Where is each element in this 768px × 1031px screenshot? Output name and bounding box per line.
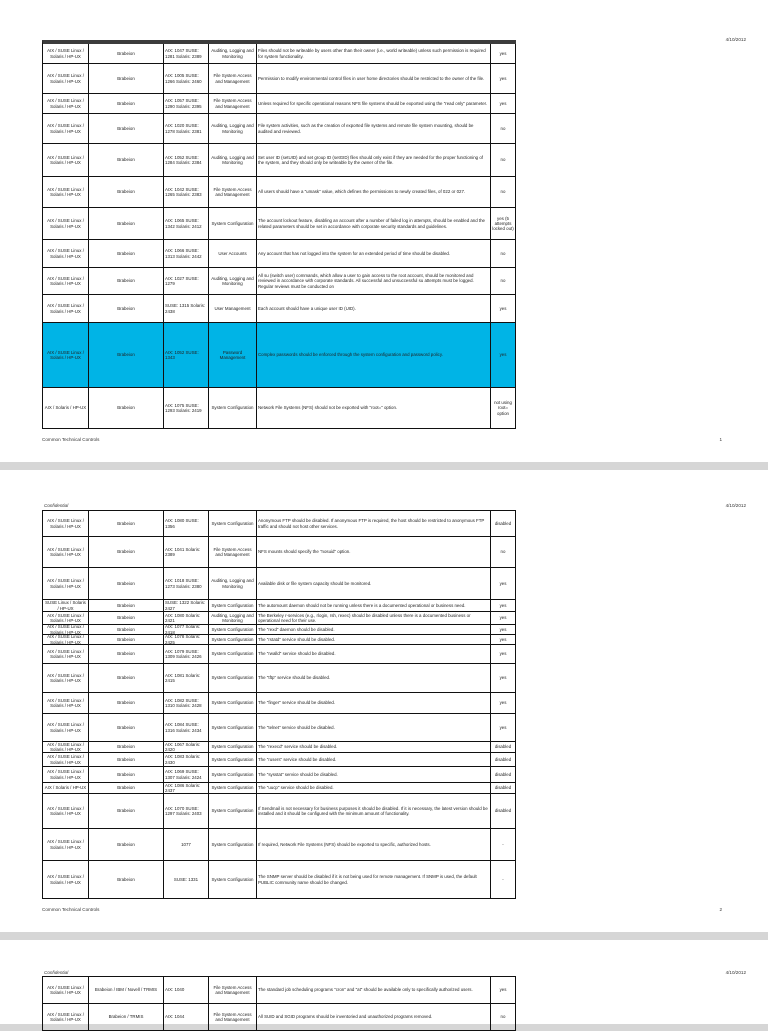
- status-cell: no: [491, 537, 516, 567]
- owner-cell: Brabeion: [89, 625, 164, 634]
- page-footer: Common Technical Controls: [42, 437, 100, 442]
- table-row: [43, 388, 516, 429]
- requirement-cell: All su (switch user) commands, which allow a user to gain access to the root account, should be monitored and reviewed in accordance with corporate standards. All successful and unsuccessful su attempts must be logged. Regular reviews must be conducted on: [257, 268, 491, 294]
- table-row: [43, 64, 516, 94]
- status-cell: disabled: [491, 742, 516, 752]
- status-cell: -: [491, 861, 516, 898]
- platform-cell: AIX / SUSE Linux / Solaris / HP-UX: [43, 829, 89, 860]
- requirement-cell: Unless required for specific operational reasons NFS file systems should be exported using the "read only" parameter.: [257, 94, 491, 113]
- requirement-cell: The automount daemon should not be running unless there is a documented operational or business need.: [257, 600, 491, 611]
- table-row: [43, 177, 516, 208]
- platform-cell: AIX / SUSE Linux / Solaris / HP-UX: [43, 568, 89, 599]
- status-cell: yes: [491, 977, 516, 1003]
- owner-cell: Brabeion: [89, 268, 164, 294]
- component-cell: System Configuration: [209, 861, 257, 898]
- requirement-cell: Files should not be writeable by users other than their owner (i.e., world writeable) unless such permission is required for system functionality.: [257, 44, 491, 63]
- reference-cell: AIX: 1040: [164, 977, 209, 1003]
- status-cell: disabled: [491, 783, 516, 793]
- status-cell: yes: [491, 94, 516, 113]
- owner-cell: Brabeion: [89, 753, 164, 766]
- page-number: 2: [719, 907, 722, 912]
- component-cell: Auditing, Logging and Monitoring: [209, 568, 257, 599]
- page-footer: Common Technical Controls: [42, 907, 100, 912]
- reference-cell: AIX: 1020 SUSE: 1278 Solaris: 2381: [164, 114, 209, 143]
- component-cell: File System Access and Management: [209, 977, 257, 1003]
- status-cell: disabled: [491, 794, 516, 828]
- requirement-cell: The standard job scheduling programs "cron" and "at" should be available only to specifically authorized users.: [257, 977, 491, 1003]
- owner-cell: Brabeion / IBM / Novell / TRMIS: [89, 977, 164, 1003]
- reference-cell: AIX: 1052 SUSE: 1284 Solaris: 2384: [164, 144, 209, 176]
- status-cell: yes: [491, 600, 516, 611]
- table-row: [43, 742, 516, 753]
- component-cell: Auditing, Logging and Monitoring: [209, 268, 257, 294]
- component-cell: System Configuration: [209, 783, 257, 793]
- reference-cell: SUSE: 1322 Solaris: 2427: [164, 600, 209, 611]
- status-cell: yes: [491, 664, 516, 692]
- table-row: [43, 612, 516, 625]
- reference-cell: 1077: [164, 829, 209, 860]
- reference-cell: AIX: 1079 SUSE: 1309 Solaris: 2426: [164, 645, 209, 663]
- requirement-cell: The "rexd" daemon should be disabled.: [257, 625, 491, 634]
- requirement-cell: The "rexecd" service should be disabled.: [257, 742, 491, 752]
- table-row: [43, 977, 516, 1004]
- platform-cell: AIX / SUSE Linux / Solaris / HP-UX: [43, 753, 89, 766]
- component-cell: File System Access and Management: [209, 1004, 257, 1030]
- requirement-cell: Any account that has not logged into the system for an extended period of time should be disabled.: [257, 240, 491, 267]
- owner-cell: Brabeion: [89, 783, 164, 793]
- platform-cell: AIX / SUSE Linux / Solaris / HP-UX: [43, 742, 89, 752]
- platform-cell: AIX / Solaris / HP-UX: [43, 388, 89, 428]
- owner-cell: Brabeion: [89, 208, 164, 239]
- owner-cell: Brabeion: [89, 240, 164, 267]
- reference-cell: AIX: 1018 SUSE: 1273 Solaris: 2380: [164, 568, 209, 599]
- component-cell: File System Access and Management: [209, 177, 257, 207]
- table-row: [43, 44, 516, 64]
- platform-cell: AIX / SUSE Linux / Solaris / HP-UX: [43, 537, 89, 567]
- requirement-cell: If required, Network File Systems (NFS) should be exported to specific, authorized hosts.: [257, 829, 491, 860]
- status-cell: no: [491, 114, 516, 143]
- reference-cell: AIX: 1066 SUSE: 1313 Solaris: 2442: [164, 240, 209, 267]
- page-date: 4/10/2012: [725, 37, 746, 42]
- table-row: [43, 714, 516, 742]
- component-cell: System Configuration: [209, 208, 257, 239]
- reference-cell: AIX: 1084 SUSE: 1316 Solaris: 2434: [164, 714, 209, 741]
- platform-cell: AIX / SUSE Linux / Solaris / HP-UX: [43, 177, 89, 207]
- platform-cell: AIX / SUSE Linux / Solaris / HP-UX: [43, 612, 89, 624]
- platform-cell: AIX / SUSE Linux / Solaris / HP-UX: [43, 794, 89, 828]
- owner-cell: Brabeion: [89, 114, 164, 143]
- table-row: [43, 537, 516, 568]
- platform-cell: AIX / SUSE Linux / Solaris / HP-UX: [43, 64, 89, 93]
- confidential-label: Confidential: [44, 503, 69, 508]
- requirement-cell: NFS mounts should specify the "nosuid" option.: [257, 537, 491, 567]
- status-cell: yes: [491, 645, 516, 663]
- requirement-cell: If Sendmail is not necessary for business purposes it should be disabled. If it is necessary, the latest version should be installed and it should be configured with the minimum amount of functionality.: [257, 794, 491, 828]
- owner-cell: Brabeion: [89, 177, 164, 207]
- status-cell: -: [491, 829, 516, 860]
- requirement-cell: The "sysstat" service should be disabled.: [257, 767, 491, 782]
- table-row: [43, 600, 516, 612]
- requirement-cell: File system activities, such as the creation of exported file systems and remote file system mounting, should be audited and reviewed.: [257, 114, 491, 143]
- reference-cell: AIX: 1042 SUSE: 1265 Solaris: 2383: [164, 177, 209, 207]
- component-cell: Auditing, Logging and Monitoring: [209, 612, 257, 624]
- status-cell: yes (5 attempts locked out): [491, 208, 516, 239]
- platform-cell: AIX / SUSE Linux / Solaris / HP-UX: [43, 323, 89, 387]
- status-cell: not using root= option: [491, 388, 516, 428]
- reference-cell: AIX: 1047 SUSE: 1281 Solaris: 2389: [164, 44, 209, 63]
- controls-table: [42, 40, 516, 429]
- platform-cell: AIX / SUSE Linux / Solaris / HP-UX: [43, 208, 89, 239]
- table-row: [43, 635, 516, 645]
- platform-cell: AIX / SUSE Linux / Solaris / HP-UX: [43, 861, 89, 898]
- requirement-cell: The account lockout feature, disabling an account after a number of failed log in attempts, should be enabled and the related parameters should be set in accordance with corporate security standards and guidelines.: [257, 208, 491, 239]
- highlighted-row: [43, 323, 516, 388]
- requirement-cell: The "uucp" service should be disabled.: [257, 783, 491, 793]
- table-row: [43, 753, 516, 767]
- requirement-cell: The "telnet" service should be disabled.: [257, 714, 491, 741]
- table-row: [43, 861, 516, 899]
- table-row: [43, 767, 516, 783]
- component-cell: File System Access and Management: [209, 94, 257, 113]
- requirement-cell: The "finger" service should be disabled.: [257, 693, 491, 713]
- table-row: [43, 829, 516, 861]
- component-cell: File System Access and Management: [209, 537, 257, 567]
- platform-cell: AIX / SUSE Linux / Solaris / HP-UX: [43, 635, 89, 644]
- requirement-cell: Each account should have a unique user ID (UID).: [257, 295, 491, 322]
- platform-cell: AIX / SUSE Linux / Solaris / HP-UX: [43, 645, 89, 663]
- platform-cell: AIX / SUSE Linux / Solaris / HP-UX: [43, 714, 89, 741]
- status-cell: yes: [491, 635, 516, 644]
- owner-cell: Brabeion: [89, 664, 164, 692]
- component-cell: Auditing, Logging and Monitoring: [209, 44, 257, 63]
- reference-cell: AIX: 1065 SUSE: 1342 Solaris: 2412: [164, 208, 209, 239]
- platform-cell: AIX / SUSE Linux / Solaris / HP-UX: [43, 1004, 89, 1030]
- status-cell: no: [491, 144, 516, 176]
- component-cell: System Configuration: [209, 635, 257, 644]
- status-cell: no: [491, 177, 516, 207]
- status-cell: disabled: [491, 767, 516, 782]
- component-cell: System Configuration: [209, 511, 257, 536]
- status-cell: no: [491, 1004, 516, 1030]
- table-row: [43, 783, 516, 794]
- owner-cell: Brabeion: [89, 511, 164, 536]
- owner-cell: Brabeion: [89, 94, 164, 113]
- reference-cell: AIX: 1041 Solaris: 2389: [164, 537, 209, 567]
- status-cell: yes: [491, 568, 516, 599]
- reference-cell: AIX: 1083 Solaris: 2430: [164, 753, 209, 766]
- document-page-3: [0, 940, 768, 1024]
- component-cell: User Management: [209, 295, 257, 322]
- component-cell: Auditing, Logging and Monitoring: [209, 114, 257, 143]
- platform-cell: AIX / SUSE Linux / Solaris / HP-UX: [43, 240, 89, 267]
- component-cell: System Configuration: [209, 664, 257, 692]
- table-row: [43, 693, 516, 714]
- platform-cell: AIX / SUSE Linux / Solaris / HP-UX: [43, 693, 89, 713]
- reference-cell: AIX: 1027 SUSE: 1279: [164, 268, 209, 294]
- owner-cell: Brabeion: [89, 537, 164, 567]
- component-cell: System Configuration: [209, 600, 257, 611]
- document-page-2: [0, 470, 768, 932]
- table-row: [43, 794, 516, 829]
- controls-table: [42, 510, 516, 899]
- owner-cell: Brabeion: [89, 600, 164, 611]
- table-row: [43, 625, 516, 635]
- reference-cell: AIX: 1067 Solaris: 2420: [164, 742, 209, 752]
- requirement-cell: Permission to modify environmental control files in user home directories should be restricted to the owner of the file.: [257, 64, 491, 93]
- owner-cell: Brabeion: [89, 794, 164, 828]
- controls-table: [42, 976, 516, 1031]
- status-cell: yes: [491, 612, 516, 624]
- reference-cell: AIX: 1077 Solaris: 2418: [164, 625, 209, 634]
- platform-cell: AIX / SUSE Linux / Solaris / HP-UX: [43, 114, 89, 143]
- table-row: [43, 645, 516, 664]
- table-row: [43, 664, 516, 693]
- component-cell: System Configuration: [209, 753, 257, 766]
- component-cell: System Configuration: [209, 767, 257, 782]
- table-row: [43, 114, 516, 144]
- platform-cell: AIX / Solaris / HP-UX: [43, 783, 89, 793]
- owner-cell: Brabeion: [89, 388, 164, 428]
- component-cell: Password Management: [209, 323, 257, 387]
- owner-cell: Brabeion: [89, 144, 164, 176]
- platform-cell: SUSE Linux / Solaris / HP-UX: [43, 600, 89, 611]
- platform-cell: AIX / SUSE Linux / Solaris / HP-UX: [43, 44, 89, 63]
- reference-cell: AIX: 1075 SUSE: 1293 Solaris: 2419: [164, 388, 209, 428]
- requirement-cell: The "rusers" service should be disabled.: [257, 753, 491, 766]
- table-row: [43, 1004, 516, 1031]
- table-row: [43, 240, 516, 268]
- requirement-cell: The Berkeley r-services (e.g., rlogin, rsh, rexec) should be disabled unless there is a documented business or operational need for their use.: [257, 612, 491, 624]
- table-row: [43, 94, 516, 114]
- owner-cell: Brabeion: [89, 645, 164, 663]
- owner-cell: Brabeion: [89, 64, 164, 93]
- status-cell: disabled: [491, 511, 516, 536]
- status-cell: no: [491, 240, 516, 267]
- status-cell: no: [491, 268, 516, 294]
- table-row: [43, 511, 516, 537]
- requirement-cell: The "rwalld" service should be disabled.: [257, 645, 491, 663]
- component-cell: System Configuration: [209, 693, 257, 713]
- reference-cell: AIX: 1081 Solaris: 2415: [164, 664, 209, 692]
- reference-cell: AIX: 1005 SUSE: 1266 Solaris: 2460: [164, 64, 209, 93]
- table-row: [43, 568, 516, 600]
- owner-cell: Brabeion: [89, 829, 164, 860]
- platform-cell: AIX / SUSE Linux / Solaris / HP-UX: [43, 767, 89, 782]
- requirement-cell: Set user ID (setUID) and set group ID (setGID) files should only exist if they are needed for the proper functioning of the system, and they should only be writeable by the owner of the file.: [257, 144, 491, 176]
- reference-cell: AIX: 1078 Solaris: 2425: [164, 635, 209, 644]
- owner-cell: Brabeion: [89, 861, 164, 898]
- page-number: 1: [719, 437, 722, 442]
- status-cell: yes: [491, 44, 516, 63]
- component-cell: System Configuration: [209, 645, 257, 663]
- confidential-label: Confidential: [44, 970, 69, 975]
- reference-cell: AIX: 1082 SUSE: 1310 Solaris: 2428: [164, 693, 209, 713]
- component-cell: System Configuration: [209, 388, 257, 428]
- owner-cell: Brabeion / TRMIS: [89, 1004, 164, 1030]
- platform-cell: AIX / SUSE Linux / Solaris / HP-UX: [43, 977, 89, 1003]
- platform-cell: AIX / SUSE Linux / Solaris / HP-UX: [43, 664, 89, 692]
- status-cell: yes: [491, 295, 516, 322]
- requirement-cell: The SNMP server should be disabled if it is not being used for remote management. If SNMP is used, the default PUBLIC community name should be changed.: [257, 861, 491, 898]
- platform-cell: AIX / SUSE Linux / Solaris / HP-UX: [43, 268, 89, 294]
- component-cell: System Configuration: [209, 829, 257, 860]
- reference-cell: SUSE: 1315 Solaris: 2438: [164, 295, 209, 322]
- document-page-1: [0, 0, 768, 462]
- reference-cell: AIX: 1069 SUSE: 1307 Solaris: 2424: [164, 767, 209, 782]
- reference-cell: AIX: 1052 SUSE: 1343: [164, 323, 209, 387]
- platform-cell: AIX / SUSE Linux / Solaris / HP-UX: [43, 295, 89, 322]
- owner-cell: Brabeion: [89, 295, 164, 322]
- requirement-cell: Available disk or file system capacity should be monitored.: [257, 568, 491, 599]
- reference-cell: AIX: 1080 SUSE: 1356: [164, 511, 209, 536]
- platform-cell: AIX / SUSE Linux / Solaris / HP-UX: [43, 511, 89, 536]
- owner-cell: Brabeion: [89, 568, 164, 599]
- component-cell: System Configuration: [209, 742, 257, 752]
- requirement-cell: Network File Systems (NFS) should not be exported with "root=" option.: [257, 388, 491, 428]
- owner-cell: Brabeion: [89, 693, 164, 713]
- owner-cell: Brabeion: [89, 767, 164, 782]
- requirement-cell: Complex passwords should be enforced through the system configuration and password policy.: [257, 323, 491, 387]
- platform-cell: AIX / SUSE Linux / Solaris / HP-UX: [43, 144, 89, 176]
- component-cell: System Configuration: [209, 625, 257, 634]
- requirement-cell: Anonymous FTP should be disabled. If anonymous FTP is required, the host should be restricted to anonymous FTP traffic and should not host other services.: [257, 511, 491, 536]
- table-row: [43, 295, 516, 323]
- reference-cell: AIX: 1044: [164, 1004, 209, 1030]
- owner-cell: Brabeion: [89, 323, 164, 387]
- status-cell: yes: [491, 625, 516, 634]
- page-date: 4/10/2012: [725, 503, 746, 508]
- component-cell: System Configuration: [209, 714, 257, 741]
- reference-cell: AIX: 1086 Solaris: 2437: [164, 783, 209, 793]
- owner-cell: Brabeion: [89, 44, 164, 63]
- owner-cell: Brabeion: [89, 635, 164, 644]
- platform-cell: AIX / SUSE Linux / Solaris / HP-UX: [43, 625, 89, 634]
- table-row: [43, 144, 516, 177]
- platform-cell: AIX / SUSE Linux / Solaris / HP-UX: [43, 94, 89, 113]
- status-cell: yes: [491, 714, 516, 741]
- component-cell: Auditing, Logging and Monitoring: [209, 144, 257, 176]
- reference-cell: AIX: 1070 SUSE: 1297 Solaris: 2403: [164, 794, 209, 828]
- reference-cell: AIX: 1080 Solaris: 2421: [164, 612, 209, 624]
- table-row: [43, 208, 516, 240]
- status-cell: yes: [491, 64, 516, 93]
- component-cell: User Accounts: [209, 240, 257, 267]
- component-cell: System Configuration: [209, 794, 257, 828]
- component-cell: File System Access and Management: [209, 64, 257, 93]
- page-date: 4/10/2012: [725, 970, 746, 975]
- reference-cell: AIX: 1057 SUSE: 1290 Solaris: 2395: [164, 94, 209, 113]
- requirement-cell: All users should have a "umask" value, which defines the permissions to newly created files, of 022 or 027.: [257, 177, 491, 207]
- reference-cell: SUSE: 1331: [164, 861, 209, 898]
- requirement-cell: All SUID and SGID programs should be inventoried and unauthorized programs removed.: [257, 1004, 491, 1030]
- owner-cell: Brabeion: [89, 714, 164, 741]
- owner-cell: Brabeion: [89, 742, 164, 752]
- status-cell: yes: [491, 323, 516, 387]
- owner-cell: Brabeion: [89, 612, 164, 624]
- status-cell: disabled: [491, 753, 516, 766]
- requirement-cell: The "tftp" service should be disabled.: [257, 664, 491, 692]
- table-row: [43, 268, 516, 295]
- status-cell: yes: [491, 693, 516, 713]
- requirement-cell: The "rstatd" service should be disabled.: [257, 635, 491, 644]
